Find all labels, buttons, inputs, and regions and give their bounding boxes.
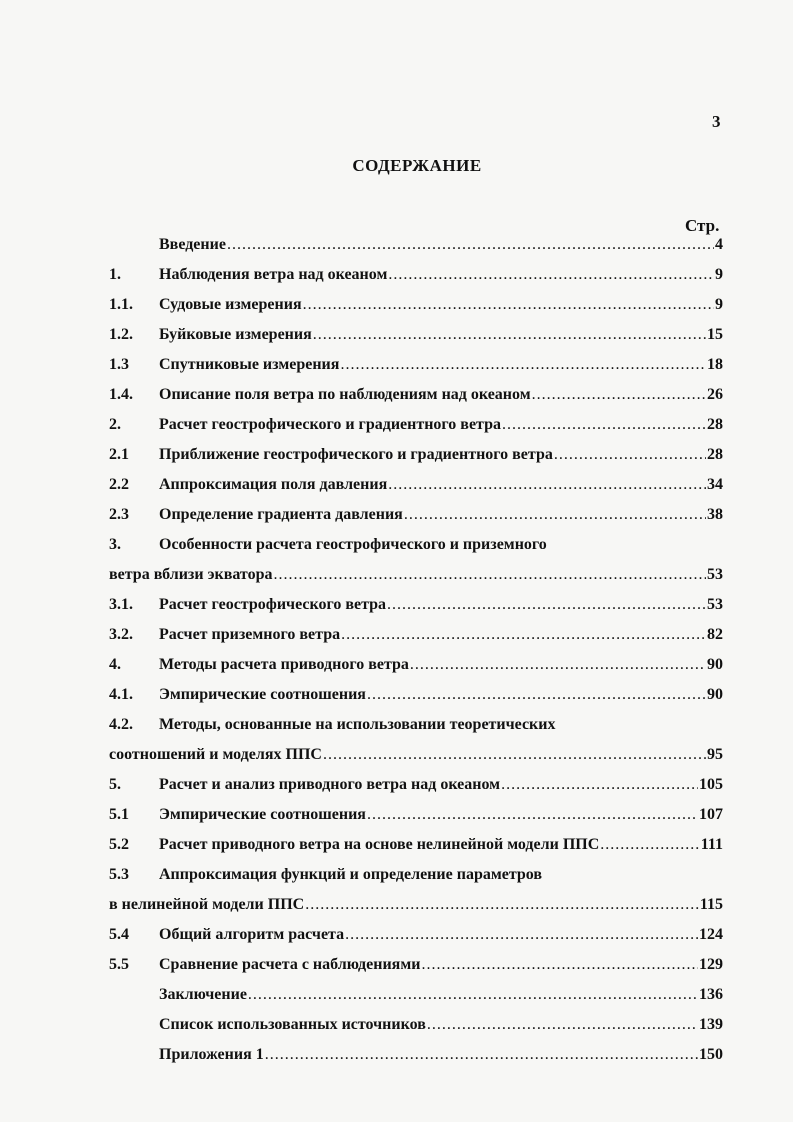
- dot-leader: [345, 924, 698, 946]
- toc-entry-continuation: [0, 744, 793, 766]
- page-ref: 18: [707, 356, 723, 373]
- page-ref: 139: [699, 1016, 723, 1033]
- toc-entry: [0, 534, 793, 556]
- section-number: 1.2.: [109, 326, 133, 343]
- toc-entry: [0, 414, 793, 436]
- dot-leader: [305, 894, 699, 916]
- dot-leader: [323, 744, 706, 766]
- entry-title: Заключение: [159, 986, 247, 1003]
- page-ref: 53: [707, 596, 723, 613]
- section-number: 5.2: [109, 836, 129, 853]
- entry-line: [159, 504, 723, 526]
- entry-line: [159, 924, 723, 946]
- toc-entry: [0, 504, 793, 526]
- section-number: 2.3: [109, 506, 129, 523]
- entry-title: Расчет приводного ветра на основе нелинейной модели ППС: [159, 836, 600, 853]
- section-number: 2.: [109, 416, 121, 433]
- toc-entry-continuation: [0, 894, 793, 916]
- page-ref: 107: [699, 806, 723, 823]
- page-ref: 124: [699, 926, 723, 943]
- section-number: 1.1.: [109, 296, 133, 313]
- entry-line: [159, 264, 723, 286]
- entry-title: Введение: [159, 236, 226, 253]
- section-number: 5.: [109, 776, 121, 793]
- dot-leader: [367, 804, 698, 826]
- section-number: 3.2.: [109, 626, 133, 643]
- section-number: 3.1.: [109, 596, 133, 613]
- page-ref: 105: [699, 776, 723, 793]
- page-number: 3: [712, 112, 721, 131]
- dot-leader: [387, 594, 706, 616]
- dot-leader: [273, 564, 706, 586]
- page-ref: 150: [699, 1046, 723, 1063]
- page-ref: 28: [707, 446, 723, 463]
- page-ref: 9: [715, 296, 723, 313]
- dot-leader: [421, 954, 698, 976]
- entry-title: Эмпирические соотношения: [159, 686, 366, 703]
- entry-title: Сравнение расчета с наблюдениями: [159, 956, 421, 973]
- dot-leader: [341, 624, 706, 646]
- entry-line: [159, 354, 723, 376]
- page-ref: 28: [707, 416, 723, 433]
- entry-line: [159, 414, 723, 436]
- entry-line: [159, 384, 723, 406]
- toc-entry: [0, 354, 793, 376]
- entry-title: Особенности расчета геострофического и приземного: [159, 536, 547, 553]
- entry-title: Описание поля ветра по наблюдениям над океаном: [159, 386, 531, 403]
- entry-line: [159, 474, 723, 496]
- page-ref: 26: [707, 386, 723, 403]
- toc-entry: [0, 774, 793, 796]
- toc-entry: [0, 1044, 793, 1066]
- entry-title: Аппроксимация функций и определение параметров: [159, 866, 543, 883]
- dot-leader: [388, 264, 714, 286]
- toc-entry: [0, 1014, 793, 1036]
- section-number: 1.3: [109, 356, 129, 373]
- section-number: 1.: [109, 266, 121, 283]
- page-ref: 15: [707, 326, 723, 343]
- toc-entry: [0, 384, 793, 406]
- entry-title: Расчет приземного ветра: [159, 626, 341, 643]
- entry-title: Аппроксимация поля давления: [159, 476, 388, 493]
- toc-entry: [0, 954, 793, 976]
- entry-title: Методы, основанные на использовании теоретических: [159, 716, 556, 733]
- entry-line: [159, 774, 723, 796]
- dot-leader: [340, 354, 706, 376]
- entry-title: Приложения 1: [159, 1046, 264, 1063]
- page-ref: 38: [707, 506, 723, 523]
- dot-leader: [600, 834, 700, 856]
- dot-leader: [427, 1014, 698, 1036]
- entry-line: [159, 654, 723, 676]
- entry-title: Судовые измерения: [159, 296, 302, 313]
- page-ref: 90: [707, 656, 723, 673]
- dot-leader: [410, 654, 706, 676]
- toc-entry-continuation: [0, 564, 793, 586]
- page-column-label: Стр.: [685, 216, 720, 235]
- section-number: 3.: [109, 536, 121, 553]
- toc-entry: [0, 984, 793, 1006]
- entry-line: [159, 624, 723, 646]
- dot-leader: [313, 324, 706, 346]
- entry-title-continuation: соотношений и моделях ППС: [109, 746, 322, 763]
- entry-title: Спутниковые измерения: [159, 356, 340, 373]
- toc-entry: [0, 624, 793, 646]
- entry-line: [159, 444, 723, 466]
- entry-line: [109, 564, 723, 586]
- toc-entry: [0, 324, 793, 346]
- entry-line: [159, 1044, 723, 1066]
- entry-line: [159, 954, 723, 976]
- section-number: 5.3: [109, 866, 129, 883]
- entry-title: Эмпирические соотношения: [159, 806, 366, 823]
- section-number: 5.1: [109, 806, 129, 823]
- toc-entry: [0, 444, 793, 466]
- dot-leader: [227, 234, 714, 256]
- entry-title: Методы расчета приводного ветра: [159, 656, 409, 673]
- page-ref: 111: [700, 836, 723, 853]
- dot-leader: [502, 414, 706, 436]
- entry-line: [159, 234, 723, 256]
- toc-entry: [0, 684, 793, 706]
- entry-line: [109, 744, 723, 766]
- entry-line: [159, 804, 723, 826]
- toc-entry: [0, 264, 793, 286]
- entry-title: Приближение геострофического и градиентного ветра: [159, 446, 553, 463]
- toc-entry: [0, 714, 793, 736]
- dot-leader: [532, 384, 706, 406]
- entry-title: Общий алгоритм расчета: [159, 926, 345, 943]
- section-number: 4.1.: [109, 686, 133, 703]
- toc-entry: [0, 804, 793, 826]
- entry-title: Расчет и анализ приводного ветра над океаном: [159, 776, 501, 793]
- entry-title: Список использованных источников: [159, 1016, 426, 1033]
- section-number: 2.2: [109, 476, 129, 493]
- toc-entry: [0, 594, 793, 616]
- toc-entry: [0, 924, 793, 946]
- page-title: СОДЕРЖАНИЕ: [352, 156, 482, 175]
- entry-line: [159, 1014, 723, 1036]
- entry-line: [159, 684, 723, 706]
- page-ref: 34: [707, 476, 723, 493]
- dot-leader: [404, 504, 706, 526]
- toc-entry: [0, 864, 793, 886]
- entry-line: [159, 594, 723, 616]
- page-ref: 129: [699, 956, 723, 973]
- entry-line: [159, 834, 723, 856]
- entry-line: [109, 894, 723, 916]
- dot-leader: [388, 474, 706, 496]
- entry-title: Буйковые измерения: [159, 326, 312, 343]
- toc-entry: [0, 654, 793, 676]
- dot-leader: [367, 684, 706, 706]
- entry-title: Расчет геострофического и градиентного ветра: [159, 416, 501, 433]
- page-ref: 90: [707, 686, 723, 703]
- entry-line: [159, 294, 723, 316]
- section-number: 5.5: [109, 956, 129, 973]
- entry-title-continuation: в нелинейной модели ППС: [109, 896, 305, 913]
- page-ref: 9: [715, 266, 723, 283]
- page-ref: 82: [707, 626, 723, 643]
- dot-leader: [501, 774, 698, 796]
- page-ref: 4: [715, 236, 723, 253]
- dot-leader: [554, 444, 706, 466]
- dot-leader: [265, 1044, 698, 1066]
- toc-entry: [0, 294, 793, 316]
- dot-leader: [303, 294, 714, 316]
- page-ref: 53: [707, 566, 723, 583]
- page-ref: 136: [699, 986, 723, 1003]
- entry-line: [159, 984, 723, 1006]
- section-number: 4.2.: [109, 716, 133, 733]
- section-number: 4.: [109, 656, 121, 673]
- entry-title: Расчет геострофического ветра: [159, 596, 387, 613]
- page-ref: 95: [707, 746, 723, 763]
- toc-entry: [0, 234, 793, 256]
- entry-title-continuation: ветра вблизи экватора: [109, 566, 273, 583]
- entry-line: [159, 324, 723, 346]
- page-ref: 115: [699, 896, 723, 913]
- dot-leader: [248, 984, 698, 1006]
- section-number: 2.1: [109, 446, 129, 463]
- toc-entry: [0, 834, 793, 856]
- entry-title: Определение градиента давления: [159, 506, 403, 523]
- entry-title: Наблюдения ветра над океаном: [159, 266, 388, 283]
- section-number: 5.4: [109, 926, 129, 943]
- toc-entry: [0, 474, 793, 496]
- section-number: 1.4.: [109, 386, 133, 403]
